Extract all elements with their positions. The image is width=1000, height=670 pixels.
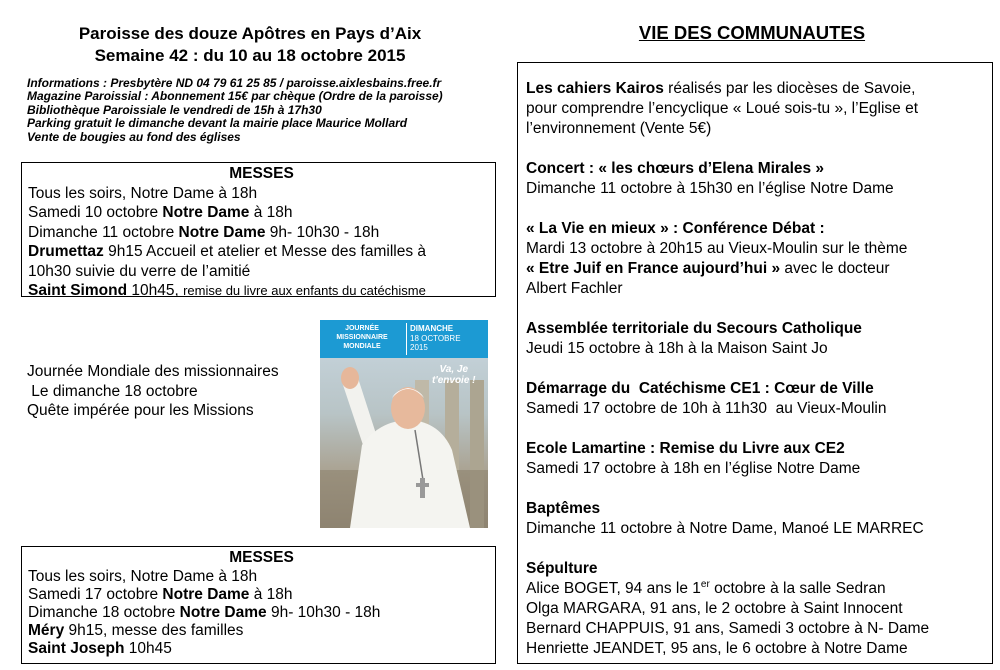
messes-box-next-week (21, 546, 496, 664)
messes-line: Saint Joseph 10h45 (28, 639, 172, 657)
messes-line: Dimanche 11 octobre Notre Dame 9h- 10h30 - 18h (28, 223, 380, 241)
messes-line: Méry 9h15, messe des familles (28, 621, 244, 639)
messes-line: Drumettaz 9h15 Accueil et atelier et Messe des familles à (28, 243, 427, 260)
parish-title: Paroisse des douze Apôtres en Pays d’Aix (78, 24, 422, 43)
poster-slogan: Va, Je t'envoie ! (432, 364, 476, 386)
poster-label: MISSIONNAIRE (336, 334, 388, 341)
kairos-item: Les cahiers Kairos réalisés par les diocèses de Savoie, pour comprendre l’encyclique « Loué sois-tu », l’Eglise et l’environnement (Vente 5€) (526, 80, 919, 137)
mission-line: Le dimanche 18 octobre (27, 382, 198, 400)
info-block (27, 77, 497, 144)
messes-line: Dimanche 18 octobre Notre Dame 9h- 10h30 - 18h (28, 603, 381, 621)
messes-line: Samedi 10 octobre Notre Dame à 18h (28, 204, 293, 221)
info-line: Bibliothèque Paroissiale le vendredi de 15h à 17h30 (27, 102, 322, 117)
poster-label: JOURNÉE (345, 325, 379, 332)
messes-line: 10h30 suivie du verre de l’amitié (28, 262, 251, 280)
sepulture-item: Sépulture Alice BOGET, 94 ans le 1er octobre à la salle Sedran Olga MARGARA, 91 ans, le 2 octobre à Saint Innocent Bernard CHAPPUIS, 91 ans, Samedi 3 octobre à N- Dame Henriette JEANDET, 95 ans, le 6 octobre à Notre Dame (526, 560, 930, 657)
vie-communautes-title: VIE DES COMMUNAUTES (638, 22, 866, 43)
info-line: Vente de bougies au fond des églises (27, 129, 241, 144)
baptemes-item: Baptêmes Dimanche 11 octobre à Notre Dame, Manoé LE MARREC (526, 500, 924, 537)
poster-date: DIMANCHE (410, 324, 454, 333)
messes-line: Samedi 17 octobre Notre Dame à 18h (28, 585, 293, 603)
messes-title: MESSES (229, 165, 294, 182)
poster-date: 18 OCTOBRE (410, 333, 461, 343)
mission-announcement (27, 362, 279, 421)
poster-date: 2015 (410, 343, 428, 352)
info-line: Parking gratuit le dimanche devant la mairie place Maurice Mollard (27, 116, 408, 131)
ecole-item: Ecole Lamartine : Remise du Livre aux CE2 Samedi 17 octobre à 18h en l’église Notre Dame (526, 440, 861, 477)
catechisme-item: Démarrage du Catéchisme CE1 : Cœur de Ville Samedi 17 octobre de 10h à 11h30 au Vieux-Moulin (526, 380, 887, 417)
info-line: Magazine Paroissial : Abonnement 15€ par chèque (Ordre de la paroisse) (27, 89, 443, 104)
messes-title: MESSES (229, 549, 294, 566)
week-title: Semaine 42 : du 10 au 18 octobre 2015 (94, 46, 406, 65)
secours-item: Assemblée territoriale du Secours Catholique Jeudi 15 octobre à 18h à la Maison Saint Jo (526, 320, 862, 357)
poster-label: MONDIALE (343, 343, 381, 350)
messes-line: Saint Simond 10h45, remise du livre aux enfants du catéchisme (28, 282, 426, 299)
mission-poster-image (320, 320, 488, 528)
info-line: Informations : Presbytère ND 04 79 61 25 85 / paroisse.aixlesbains.free.fr (27, 76, 442, 90)
conference-item: « La Vie en mieux » : Conférence Débat : Mardi 13 octobre à 20h15 au Vieux-Moulin sur le thème « Etre Juif en France aujourd’hui » avec le docteur Albert Fachler (526, 220, 908, 297)
mission-line: Quête impérée pour les Missions (27, 402, 254, 419)
mission-line: Journée Mondiale des missionnaires (27, 363, 279, 380)
messes-line: Tous les soirs, Notre Dame à 18h (28, 567, 258, 585)
vie-communautes-box (517, 62, 993, 664)
poster-banner (320, 320, 488, 358)
messes-line: Tous les soirs, Notre Dame à 18h (28, 184, 258, 202)
messes-box-week (21, 162, 496, 297)
concert-item: Concert : « les chœurs d’Elena Mirales » Dimanche 11 octobre à 15h30 en l’église Notre Dame (526, 160, 894, 197)
